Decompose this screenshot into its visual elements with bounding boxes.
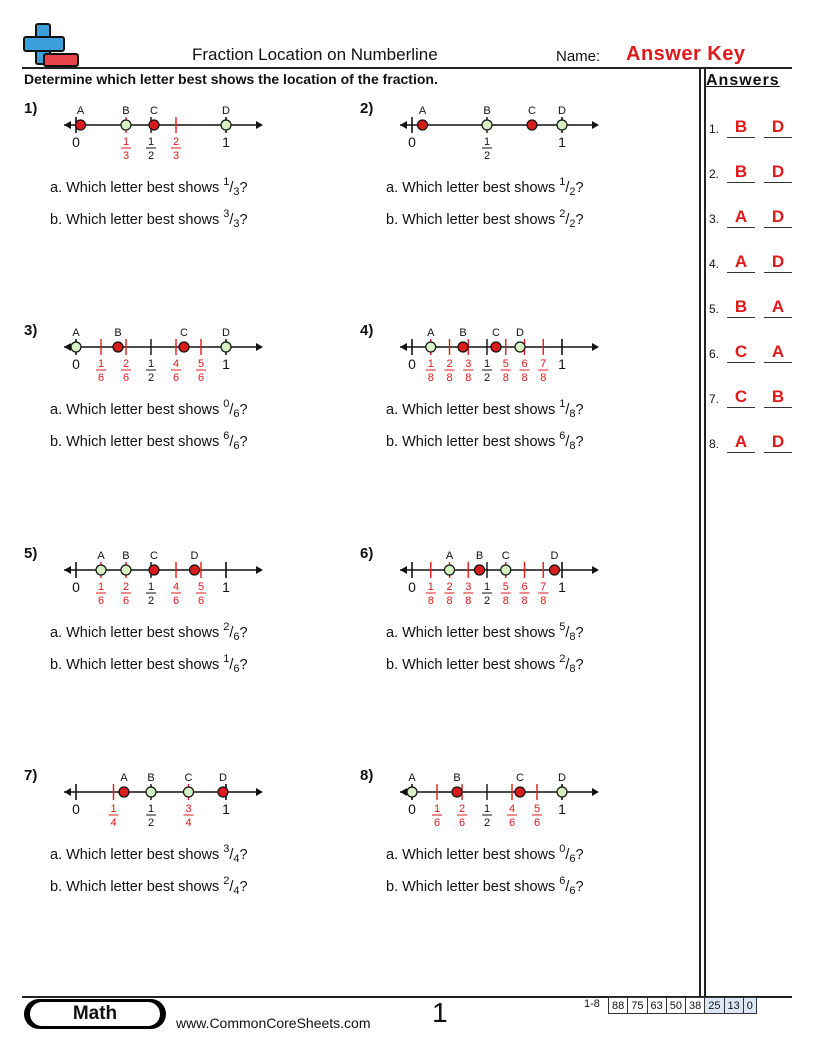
point-letter: D: [516, 327, 524, 339]
tick-denominator: 8: [465, 595, 472, 607]
question-a: a. Which letter best shows $^1/_3$?: [50, 176, 248, 198]
answer-number: 8.: [709, 437, 720, 451]
tick-numerator: 3: [465, 358, 472, 370]
number-line: [62, 767, 272, 837]
tick-numerator: 3: [185, 803, 192, 815]
tick-numerator: 1: [427, 581, 434, 593]
point-marker: [119, 787, 129, 797]
question-a: a. Which letter best shows $^2/_6$?: [50, 621, 248, 643]
point-marker: [550, 565, 560, 575]
tick-numerator: 1: [427, 358, 434, 370]
tick-denominator: 6: [122, 372, 130, 384]
arrow-right-icon: [256, 788, 263, 796]
problem-number: 6): [360, 545, 374, 562]
point-marker: [407, 787, 417, 797]
question-b: b. Which letter best shows $^2/_4$?: [50, 875, 248, 897]
point-marker: [515, 342, 525, 352]
tick-numerator: 2: [446, 358, 453, 370]
tick-denominator: 2: [483, 150, 491, 162]
tick-denominator: 8: [502, 595, 509, 607]
tick-numerator: 1: [147, 803, 155, 815]
tick-label: 0: [408, 356, 416, 372]
point-letter: A: [76, 105, 85, 117]
problem: [24, 545, 344, 745]
point-letter: A: [427, 327, 435, 339]
tick-denominator: 3: [122, 150, 130, 162]
answer-blank-b: B: [764, 387, 792, 408]
number-line: [62, 100, 272, 170]
answer-row: [709, 429, 799, 453]
answers-heading: Answers: [706, 72, 780, 89]
tick-numerator: 6: [521, 581, 528, 593]
tick-label: 0: [72, 801, 80, 817]
answer-number: 5.: [709, 302, 720, 316]
problem: [24, 322, 344, 522]
point-marker: [557, 120, 567, 130]
problem: [24, 767, 344, 967]
tick-numerator: 1: [147, 136, 155, 148]
answer-number: 7.: [709, 392, 720, 406]
arrow-right-icon: [256, 121, 263, 129]
point-marker: [527, 120, 537, 130]
tick-denominator: 6: [122, 595, 130, 607]
name-label: Name:: [556, 48, 601, 65]
point-letter: D: [222, 105, 230, 117]
tick-numerator: 1: [483, 358, 491, 370]
tick-denominator: 8: [427, 372, 434, 384]
question-b: b. Which letter best shows $^6/_6$?: [50, 430, 248, 452]
number-line: [398, 767, 608, 837]
tick-label: 1: [222, 356, 230, 372]
point-marker: [221, 120, 231, 130]
arrow-left-icon: [400, 788, 407, 796]
tick-numerator: 2: [122, 581, 130, 593]
point-marker: [458, 342, 468, 352]
answer-blank-b: D: [764, 162, 792, 183]
tick-numerator: 1: [483, 581, 491, 593]
tick-numerator: 1: [122, 136, 130, 148]
question-b: b. Which letter best shows $^3/_3$?: [50, 208, 248, 230]
tick-numerator: 2: [458, 803, 466, 815]
tick-denominator: 2: [483, 817, 491, 829]
tick-denominator: 4: [185, 817, 192, 829]
point-letter: A: [408, 772, 416, 784]
point-letter: B: [122, 550, 130, 562]
plus-minus-logo-icon: [22, 22, 80, 68]
score-cell: 50: [666, 998, 685, 1014]
problem-number: 8): [360, 767, 374, 784]
tick-numerator: 5: [197, 358, 205, 370]
arrow-left-icon: [400, 343, 407, 351]
point-letter: C: [150, 105, 158, 117]
point-marker: [121, 120, 131, 130]
point-marker: [445, 565, 455, 575]
tick-numerator: 4: [172, 358, 180, 370]
point-marker: [452, 787, 462, 797]
answer-row: [709, 339, 799, 363]
subject-badge-label: Math: [30, 1002, 160, 1026]
answer-number: 3.: [709, 212, 720, 226]
tick-denominator: 4: [110, 817, 117, 829]
point-marker: [121, 565, 131, 575]
point-letter: C: [516, 772, 524, 784]
instructions: Determine which letter best shows the location of the fraction.: [24, 71, 438, 87]
tick-denominator: 8: [427, 595, 434, 607]
point-letter: A: [445, 550, 454, 562]
answer-number: 4.: [709, 257, 720, 271]
problem: [360, 545, 680, 745]
answer-blank-b: A: [764, 297, 792, 318]
tick-numerator: 2: [122, 358, 130, 370]
answer-blank-b: D: [764, 207, 792, 228]
score-cell: 88: [609, 998, 628, 1014]
question-a: a. Which letter best shows $^0/_6$?: [50, 398, 248, 420]
answer-number: 6.: [709, 347, 720, 361]
point-letter: B: [122, 105, 130, 117]
problem-number: 4): [360, 322, 374, 339]
tick-denominator: 3: [172, 150, 180, 162]
answer-blank-a: A: [727, 432, 755, 453]
arrow-right-icon: [592, 788, 599, 796]
answer-number: 2.: [709, 167, 720, 181]
point-marker: [190, 565, 200, 575]
tick-numerator: 1: [97, 358, 105, 370]
tick-denominator: 6: [197, 372, 205, 384]
score-cell: 63: [647, 998, 666, 1014]
point-marker: [475, 565, 485, 575]
point-marker: [491, 342, 501, 352]
point-letter: A: [72, 327, 80, 339]
point-letter: C: [180, 327, 188, 339]
tick-label: 0: [72, 134, 80, 150]
answer-blank-a: C: [727, 387, 755, 408]
point-marker: [96, 565, 106, 575]
point-marker: [426, 342, 436, 352]
point-marker: [149, 120, 159, 130]
problem: [360, 322, 680, 522]
answer-blank-a: B: [727, 297, 755, 318]
tick-denominator: 6: [458, 817, 466, 829]
tick-denominator: 6: [433, 817, 441, 829]
tick-denominator: 8: [446, 595, 453, 607]
answer-row: [709, 249, 799, 273]
number-line: [398, 322, 608, 392]
point-letter: A: [120, 772, 128, 784]
tick-numerator: 1: [97, 581, 105, 593]
tick-denominator: 6: [172, 595, 180, 607]
page-number: 1: [432, 997, 448, 1028]
question-a: a. Which letter best shows $^0/_6$?: [386, 843, 584, 865]
score-table: [608, 997, 757, 1014]
answer-blank-b: D: [764, 252, 792, 273]
score-range: 1-8: [584, 998, 600, 1010]
point-marker: [482, 120, 492, 130]
tick-denominator: 6: [533, 817, 541, 829]
tick-label: 1: [558, 801, 566, 817]
point-letter: D: [222, 327, 230, 339]
point-marker: [557, 787, 567, 797]
tick-denominator: 8: [465, 372, 472, 384]
number-line: [398, 545, 608, 615]
answer-blank-a: B: [727, 117, 755, 138]
tick-numerator: 4: [508, 803, 516, 815]
point-marker: [218, 787, 228, 797]
header-divider: [22, 67, 792, 69]
tick-denominator: 2: [147, 372, 155, 384]
tick-numerator: 1: [147, 358, 155, 370]
point-letter: B: [483, 105, 491, 117]
answer-blank-a: C: [727, 342, 755, 363]
tick-numerator: 3: [465, 581, 472, 593]
point-marker: [149, 565, 159, 575]
tick-denominator: 8: [502, 372, 509, 384]
point-marker: [71, 342, 81, 352]
tick-denominator: 6: [508, 817, 516, 829]
tick-denominator: 2: [147, 817, 155, 829]
problem: [360, 100, 680, 300]
tick-numerator: 1: [110, 803, 117, 815]
answer-blank-a: B: [727, 162, 755, 183]
tick-numerator: 1: [147, 581, 155, 593]
tick-numerator: 2: [446, 581, 453, 593]
question-b: b. Which letter best shows $^2/_2$?: [386, 208, 584, 230]
tick-label: 1: [558, 134, 566, 150]
point-letter: D: [219, 772, 227, 784]
point-letter: C: [150, 550, 158, 562]
answers-divider: [699, 67, 701, 997]
tick-numerator: 1: [433, 803, 441, 815]
tick-numerator: 5: [197, 581, 205, 593]
tick-label: 0: [72, 356, 80, 372]
answer-blank-b: D: [764, 117, 792, 138]
point-letter: B: [453, 772, 461, 784]
point-letter: B: [147, 772, 155, 784]
tick-denominator: 2: [483, 372, 491, 384]
point-letter: D: [190, 550, 199, 562]
number-line: [398, 100, 608, 170]
arrow-right-icon: [592, 566, 599, 574]
tick-denominator: 2: [483, 595, 491, 607]
tick-denominator: 6: [97, 372, 105, 384]
tick-label: 0: [408, 579, 416, 595]
page-title: Fraction Location on Numberline: [192, 45, 438, 64]
answer-blank-b: A: [764, 342, 792, 363]
answer-blank-b: D: [764, 432, 792, 453]
tick-numerator: 7: [540, 581, 547, 593]
tick-label: 1: [558, 356, 566, 372]
answer-row: [709, 294, 799, 318]
tick-numerator: 7: [540, 358, 547, 370]
problem-number: 1): [24, 100, 38, 117]
tick-label: 0: [408, 134, 416, 150]
answer-key-label: Answer Key: [626, 43, 746, 65]
arrow-left-icon: [64, 566, 71, 574]
tick-numerator: 5: [533, 803, 541, 815]
tick-numerator: 5: [502, 581, 509, 593]
arrow-right-icon: [592, 343, 599, 351]
tick-numerator: 5: [502, 358, 509, 370]
point-letter: A: [418, 105, 427, 117]
tick-denominator: 6: [197, 595, 205, 607]
point-letter: C: [492, 327, 500, 339]
point-marker: [501, 565, 511, 575]
tick-numerator: 1: [483, 803, 491, 815]
answers-divider-double: [704, 67, 706, 997]
tick-numerator: 4: [172, 581, 180, 593]
answer-number: 1.: [709, 122, 720, 136]
question-a: a. Which letter best shows $^1/_2$?: [386, 176, 584, 198]
point-letter: C: [184, 772, 193, 784]
point-letter: B: [475, 550, 484, 562]
arrow-left-icon: [400, 566, 407, 574]
tick-denominator: 8: [521, 372, 528, 384]
point-letter: B: [114, 327, 122, 339]
problem-number: 3): [24, 322, 38, 339]
tick-label: 1: [558, 579, 566, 595]
tick-label: 1: [222, 134, 230, 150]
point-letter: C: [501, 550, 510, 562]
point-marker: [184, 787, 194, 797]
point-marker: [418, 120, 428, 130]
problem-number: 7): [24, 767, 38, 784]
point-marker: [515, 787, 525, 797]
point-letter: D: [558, 772, 566, 784]
point-letter: B: [459, 327, 467, 339]
problem: [24, 100, 344, 300]
tick-denominator: 8: [540, 372, 547, 384]
question-b: b. Which letter best shows $^6/_8$?: [386, 430, 584, 452]
point-marker: [221, 342, 231, 352]
website-link[interactable]: www.CommonCoreSheets.com: [176, 1015, 371, 1031]
question-b: b. Which letter best shows $^6/_6$?: [386, 875, 584, 897]
arrow-left-icon: [64, 121, 71, 129]
question-b: b. Which letter best shows $^2/_8$?: [386, 653, 584, 675]
point-marker: [179, 342, 189, 352]
answer-row: [709, 114, 799, 138]
arrow-right-icon: [256, 343, 263, 351]
tick-denominator: 2: [147, 150, 155, 162]
point-marker: [146, 787, 156, 797]
score-cell: 13: [724, 998, 743, 1014]
problem-number: 2): [360, 100, 374, 117]
tick-denominator: 8: [540, 595, 547, 607]
answer-row: [709, 384, 799, 408]
score-cell: 0: [743, 998, 756, 1014]
tick-denominator: 6: [172, 372, 180, 384]
question-a: a. Which letter best shows $^1/_8$?: [386, 398, 584, 420]
answer-row: [709, 204, 799, 228]
answer-blank-a: A: [727, 207, 755, 228]
point-letter: D: [550, 550, 559, 562]
point-letter: C: [528, 105, 536, 117]
problem: [360, 767, 680, 967]
problem-number: 5): [24, 545, 38, 562]
answer-row: [709, 159, 799, 183]
question-a: a. Which letter best shows $^5/_8$?: [386, 621, 584, 643]
score-cell: 75: [628, 998, 647, 1014]
tick-denominator: 8: [446, 372, 453, 384]
number-line: [62, 322, 272, 392]
arrow-right-icon: [256, 566, 263, 574]
tick-label: 1: [222, 579, 230, 595]
tick-label: 0: [408, 801, 416, 817]
tick-numerator: 2: [172, 136, 180, 148]
score-cell: 25: [705, 998, 724, 1014]
tick-label: 1: [222, 801, 230, 817]
tick-denominator: 6: [97, 595, 105, 607]
tick-label: 0: [72, 579, 80, 595]
point-marker: [113, 342, 123, 352]
tick-denominator: 2: [147, 595, 155, 607]
arrow-left-icon: [400, 121, 407, 129]
arrow-right-icon: [592, 121, 599, 129]
arrow-left-icon: [64, 343, 71, 351]
tick-numerator: 6: [521, 358, 528, 370]
question-b: b. Which letter best shows $^1/_6$?: [50, 653, 248, 675]
point-letter: A: [97, 550, 105, 562]
point-marker: [76, 120, 86, 130]
score-cell: 38: [686, 998, 705, 1014]
question-a: a. Which letter best shows $^3/_4$?: [50, 843, 248, 865]
point-letter: D: [558, 105, 566, 117]
arrow-left-icon: [64, 788, 71, 796]
tick-numerator: 1: [483, 136, 491, 148]
tick-denominator: 8: [521, 595, 528, 607]
number-line: [62, 545, 272, 615]
answer-blank-a: A: [727, 252, 755, 273]
